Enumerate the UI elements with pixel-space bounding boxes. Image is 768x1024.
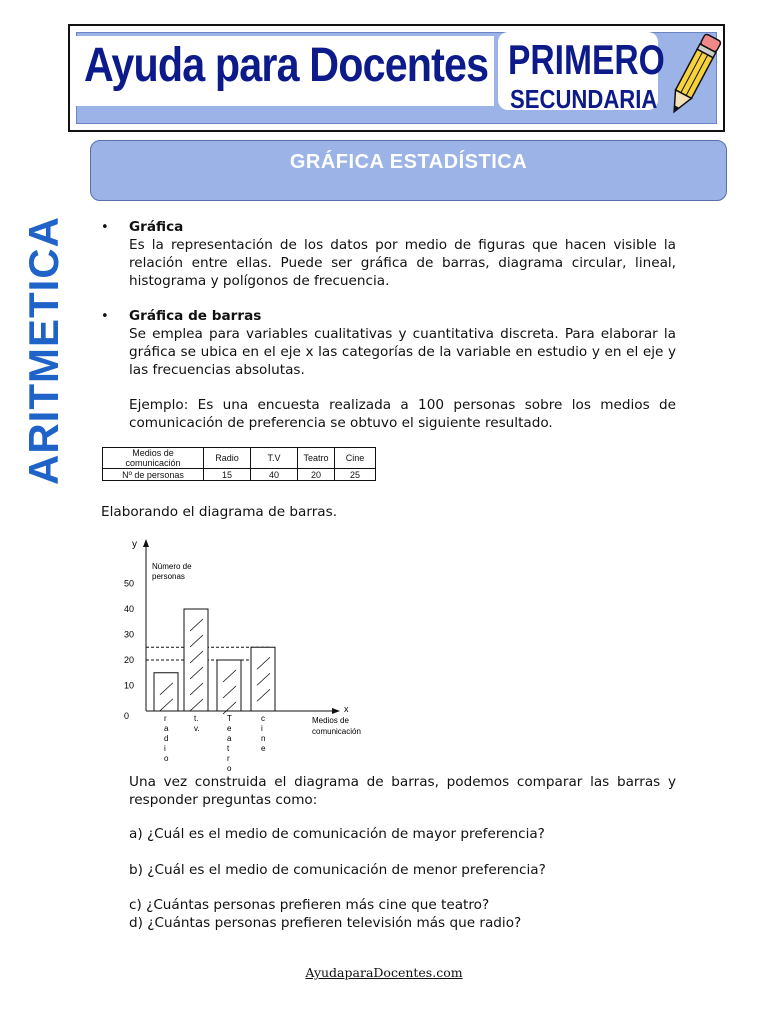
table-cell: 20	[298, 469, 335, 481]
table-cell: Nº de personas	[103, 469, 204, 481]
category-label: o	[227, 764, 232, 773]
y-tick-label: 0	[124, 711, 130, 721]
category-label: i	[261, 724, 263, 733]
side-label: ARITMETICA	[20, 216, 67, 485]
paragraph-line: relación entre ellas. Puede ser gráfica de barras, diagrama circular, lineal,	[129, 255, 676, 271]
x-axis-label: Medios de	[312, 716, 349, 725]
category-label: a	[164, 724, 169, 733]
bar	[251, 647, 275, 711]
bar-chart	[100, 535, 400, 775]
footer-link[interactable]: AyudaparaDocentes.com	[305, 965, 463, 980]
y-axis-letter: y	[132, 539, 137, 550]
y-axis-label: Número de	[152, 562, 192, 571]
category-label: e	[261, 744, 266, 753]
bullet-heading-grafica: Gráfica	[129, 219, 184, 235]
paragraph-line: comunicación de preferencia se obtuvo el siguiente resultado.	[129, 415, 553, 431]
level-secundaria: SECUNDARIA	[510, 84, 658, 114]
bar	[217, 660, 241, 711]
bullet-dot: •	[101, 220, 109, 235]
y-tick-label: 10	[124, 680, 135, 691]
paragraph-comparar	[129, 773, 676, 809]
paragraph-ejemplo	[129, 396, 676, 432]
category-label: d	[164, 734, 169, 743]
y-tick-label: 40	[124, 604, 135, 614]
category-label: T	[227, 714, 232, 723]
table-header-cell	[103, 448, 204, 469]
paragraph-line: responder preguntas como:	[129, 792, 318, 808]
header-banner	[68, 24, 725, 132]
x-axis-arrow	[332, 708, 340, 714]
y-axis-label: personas	[152, 572, 185, 581]
paragraph-line: gráfica se ubica en el eje x las categorías de la variable en estudio y en el eje y	[129, 344, 676, 360]
table-cell: 25	[335, 469, 376, 481]
elaborando-text: Elaborando el diagrama de barras.	[101, 504, 338, 520]
paragraph-line: las frecuencias absolutas.	[129, 362, 305, 378]
table-label-line: Medios de	[132, 448, 174, 458]
bullet-dot: •	[101, 309, 109, 324]
x-axis-label: comunicación	[312, 727, 361, 736]
question-b: b) ¿Cuál es el medio de comunicación de menor preferencia?	[129, 862, 546, 878]
y-tick-label: 20	[124, 655, 135, 665]
table-label-line: comunicación	[125, 458, 181, 468]
table-row	[103, 448, 376, 469]
question-a: a) ¿Cuál es el medio de comunicación de mayor preferencia?	[129, 826, 545, 842]
category-label: t	[227, 744, 230, 753]
site-title: Ayuda para Docentes	[84, 39, 489, 92]
question-c: c) ¿Cuántas personas prefieren más cine que teatro?	[129, 897, 490, 913]
y-tick-label: 50	[124, 578, 135, 589]
y-tick-label: 30	[124, 629, 135, 640]
paragraph-barras	[129, 325, 676, 379]
bar	[184, 609, 208, 711]
level-primero: PRIMERO	[508, 36, 665, 83]
paragraph-line: Es la representación de los datos por medio de figuras que hacen visible la	[129, 237, 676, 253]
table-header-cell: Teatro	[298, 448, 335, 469]
paragraph-line: histograma y polígonos de frecuencia.	[129, 273, 390, 289]
frequency-table	[102, 447, 376, 481]
category-label: i	[164, 744, 166, 753]
category-label: r	[227, 754, 230, 763]
category-label: n	[261, 734, 266, 743]
category-label: c	[261, 714, 265, 723]
pencil-icon	[662, 26, 722, 126]
table-row	[103, 469, 376, 481]
bullet-heading-barras: Gráfica de barras	[129, 308, 262, 324]
paragraph-line: Se emplea para variables cualitativas y cuantitativa discreta. Para elaborar la	[129, 326, 676, 342]
table-header-cell: Radio	[204, 448, 251, 469]
paragraph-grafica	[129, 236, 676, 290]
table-header-cell: Cine	[335, 448, 376, 469]
table-cell: 40	[251, 469, 298, 481]
category-label: o	[164, 754, 169, 763]
paragraph-line: Ejemplo: Es una encuesta realizada a 100 personas sobre los medios de	[129, 397, 676, 413]
x-axis-letter: x	[344, 704, 349, 714]
section-title-box	[90, 140, 727, 201]
table-cell: 15	[204, 469, 251, 481]
section-title: GRÁFICA ESTADÍSTICA	[289, 151, 528, 173]
paragraph-line: Una vez construida el diagrama de barras, podemos comparar las barras y	[129, 774, 676, 790]
category-label: r	[164, 714, 167, 723]
category-label: a	[227, 734, 232, 743]
category-label: t.	[194, 714, 199, 723]
table-header-cell: T.V	[251, 448, 298, 469]
category-label: v.	[194, 724, 200, 733]
question-d: d) ¿Cuántas personas prefieren televisión más que radio?	[129, 915, 522, 931]
category-label: e	[227, 724, 232, 733]
y-axis-arrow	[143, 539, 149, 547]
